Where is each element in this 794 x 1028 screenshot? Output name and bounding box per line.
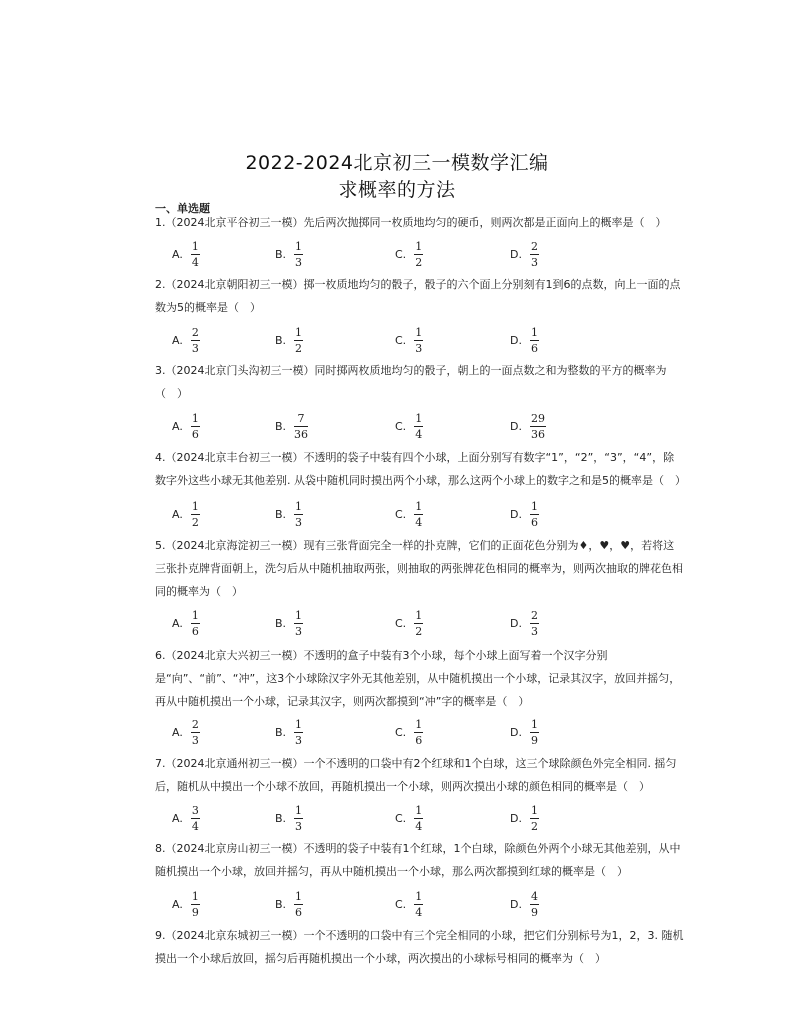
fraction: $\frac{1}{6}$ xyxy=(530,499,538,529)
option-d: D. $\frac{29}{36}$ xyxy=(510,411,545,441)
fraction: $\frac{1}{2}$ xyxy=(415,239,423,269)
document-title: 2022-2024北京初三一模数学汇编 xyxy=(245,152,549,174)
fraction: $\frac{1}{3}$ xyxy=(295,608,303,638)
option-a: A. $\frac{1}{6}$ xyxy=(172,411,199,441)
option-a: A. $\frac{1}{6}$ xyxy=(172,608,199,638)
question-text: 4.（2024北京丰台初三一模）不透明的袋子中装有四个小球，上面分别写有数字“1”，“2”，“3”，“4”，除数字外这些小球无其他差别. 从袋中随机同时摸出两个小球，那么这两个小球上的数字之和是5的概率是（ ） xyxy=(155,451,686,487)
question-options xyxy=(155,410,685,442)
fraction: $\frac{1}{4}$ xyxy=(415,411,423,441)
option-a: A. $\frac{1}{4}$ xyxy=(172,239,199,269)
question-text: 1.（2024北京平谷初三一模）先后两次抛掷同一枚质地均匀的硬币，则两次都是正面向上的概率是（ ） xyxy=(155,216,667,229)
fraction: $\frac{1}{9}$ xyxy=(191,889,199,919)
fraction: $\frac{3}{4}$ xyxy=(191,803,199,833)
option-d: D. $\frac{1}{6}$ xyxy=(510,499,538,529)
fraction: $\frac{1}{4}$ xyxy=(415,889,423,919)
option-a: A. $\frac{1}{9}$ xyxy=(172,889,199,919)
fraction: $\frac{1}{9}$ xyxy=(530,717,538,747)
fraction: $\frac{1}{3}$ xyxy=(415,325,423,355)
option-b: B. $\frac{1}{3}$ xyxy=(275,717,303,747)
fraction: $\frac{1}{3}$ xyxy=(295,803,303,833)
option-d: D. $\frac{2}{3}$ xyxy=(510,608,538,638)
fraction: $\frac{2}{3}$ xyxy=(191,325,199,355)
question-text: 2.（2024北京朝阳初三一模）掷一枚质地均匀的骰子，骰子的六个面上分别刻有1到6的点数，向上一面的点数为5的概率是（ ） xyxy=(155,278,681,314)
question-text: 8.（2024北京房山初三一模）不透明的袋子中装有1个红球，1个白球，除颜色外两个小球无其他差别，从中随机摸出一个小球，放回并摇匀，再从中随机摸出一个小球，那么两次都摸到红球的概率是（ ） xyxy=(155,842,681,878)
option-c: C. $\frac{1}{4}$ xyxy=(395,803,423,833)
fraction: $\frac{1}{4}$ xyxy=(191,239,199,269)
question-text: 9.（2024北京东城初三一模）一个不透明的口袋中有三个完全相同的小球，把它们分别标号为1，2，3. 随机摸出一个小球后放回，摇匀后再随机摸出一个小球，两次摸出的小球标号相同的概率为（ ） xyxy=(155,929,684,965)
fraction: $\frac{2}{3}$ xyxy=(530,608,538,638)
fraction: $\frac{1}{3}$ xyxy=(295,499,303,529)
question-options xyxy=(155,802,685,834)
fraction: $\frac{1}{2}$ xyxy=(530,803,538,833)
fraction: $\frac{1}{6}$ xyxy=(415,717,423,747)
option-a: A. $\frac{1}{2}$ xyxy=(172,499,199,529)
question-text: 7.（2024北京通州初三一模）一个不透明的口袋中有2个红球和1个白球，这三个球除颜色外完全相同. 摇匀后，随机从中摸出一个小球不放回，再随机摸出一个小球，则两次摸出小球的颜色相同的概率是（ ） xyxy=(155,757,677,793)
option-c: C. $\frac{1}{2}$ xyxy=(395,608,423,638)
question-options xyxy=(155,716,685,748)
question-text: 3.（2024北京门头沟初三一模）同时掷两枚质地均匀的骰子，朝上的一面点数之和为整数的平方的概率为（ ） xyxy=(155,364,667,400)
question-options xyxy=(155,607,685,639)
option-b: B. $\frac{7}{36}$ xyxy=(275,411,309,441)
option-b: B. $\frac{1}{2}$ xyxy=(275,325,303,355)
fraction: $\frac{1}{2}$ xyxy=(191,499,199,529)
question-options xyxy=(155,498,685,530)
option-c: C. $\frac{1}{6}$ xyxy=(395,717,423,747)
fraction: $\frac{1}{3}$ xyxy=(295,717,303,747)
option-b: B. $\frac{1}{3}$ xyxy=(275,499,303,529)
question-options xyxy=(155,888,685,920)
fraction: $\frac{4}{9}$ xyxy=(530,889,538,919)
option-b: B. $\frac{1}{6}$ xyxy=(275,889,303,919)
option-d: D. $\frac{1}{2}$ xyxy=(510,803,538,833)
fraction: $\frac{1}{2}$ xyxy=(415,608,423,638)
question-options xyxy=(155,238,685,270)
option-a: A. $\frac{2}{3}$ xyxy=(172,325,199,355)
option-c: C. $\frac{1}{2}$ xyxy=(395,239,423,269)
fraction: $\frac{2}{3}$ xyxy=(530,239,538,269)
option-d: D. $\frac{1}{9}$ xyxy=(510,717,538,747)
fraction: $\frac{7}{36}$ xyxy=(294,411,309,441)
option-c: C. $\frac{1}{4}$ xyxy=(395,499,423,529)
option-d: D. $\frac{4}{9}$ xyxy=(510,889,538,919)
fraction: $\frac{1}{3}$ xyxy=(295,239,303,269)
option-c: C. $\frac{1}{3}$ xyxy=(395,325,423,355)
fraction: $\frac{1}{6}$ xyxy=(295,889,303,919)
fraction: $\frac{1}{4}$ xyxy=(415,499,423,529)
fraction: $\frac{1}{6}$ xyxy=(191,411,199,441)
question-options xyxy=(155,324,685,356)
fraction: $\frac{1}{2}$ xyxy=(295,325,303,355)
option-b: B. $\frac{1}{3}$ xyxy=(275,239,303,269)
option-b: B. $\frac{1}{3}$ xyxy=(275,608,303,638)
option-c: C. $\frac{1}{4}$ xyxy=(395,411,423,441)
option-c: C. $\frac{1}{4}$ xyxy=(395,889,423,919)
fraction: $\frac{2}{3}$ xyxy=(191,717,199,747)
option-a: A. $\frac{2}{3}$ xyxy=(172,717,199,747)
fraction: $\frac{29}{36}$ xyxy=(530,411,545,441)
fraction: $\frac{1}{6}$ xyxy=(530,325,538,355)
question-text: 6.（2024北京大兴初三一模）不透明的盒子中装有3个小球，每个小球上面写着一个汉字分别是“向”、“前”、“冲”，这3个小球除汉字外无其他差别，从中随机摸出一个小球，记录其汉字，放回并摇匀，再从中随机摸出一个小球，记录其汉字，则两次都摸到“冲”字的概率是（ ） xyxy=(155,649,681,708)
fraction: $\frac{1}{4}$ xyxy=(415,803,423,833)
option-d: D. $\frac{2}{3}$ xyxy=(510,239,538,269)
fraction: $\frac{1}{6}$ xyxy=(191,608,199,638)
option-a: A. $\frac{3}{4}$ xyxy=(172,803,199,833)
section-heading: 一、单选题 xyxy=(155,202,210,215)
document-subtitle: 求概率的方法 xyxy=(338,179,456,201)
option-b: B. $\frac{1}{3}$ xyxy=(275,803,303,833)
option-d: D. $\frac{1}{6}$ xyxy=(510,325,538,355)
question-text: 5.（2024北京海淀初三一模）现有三张背面完全一样的扑克牌，它们的正面花色分别为♦，♥，♥，若将这三张扑克牌背面朝上，洗匀后从中随机抽取两张，则抽取的两张牌花色相同的概率为，则两次抽取的牌花色相同的概率为（ ） xyxy=(155,539,683,598)
